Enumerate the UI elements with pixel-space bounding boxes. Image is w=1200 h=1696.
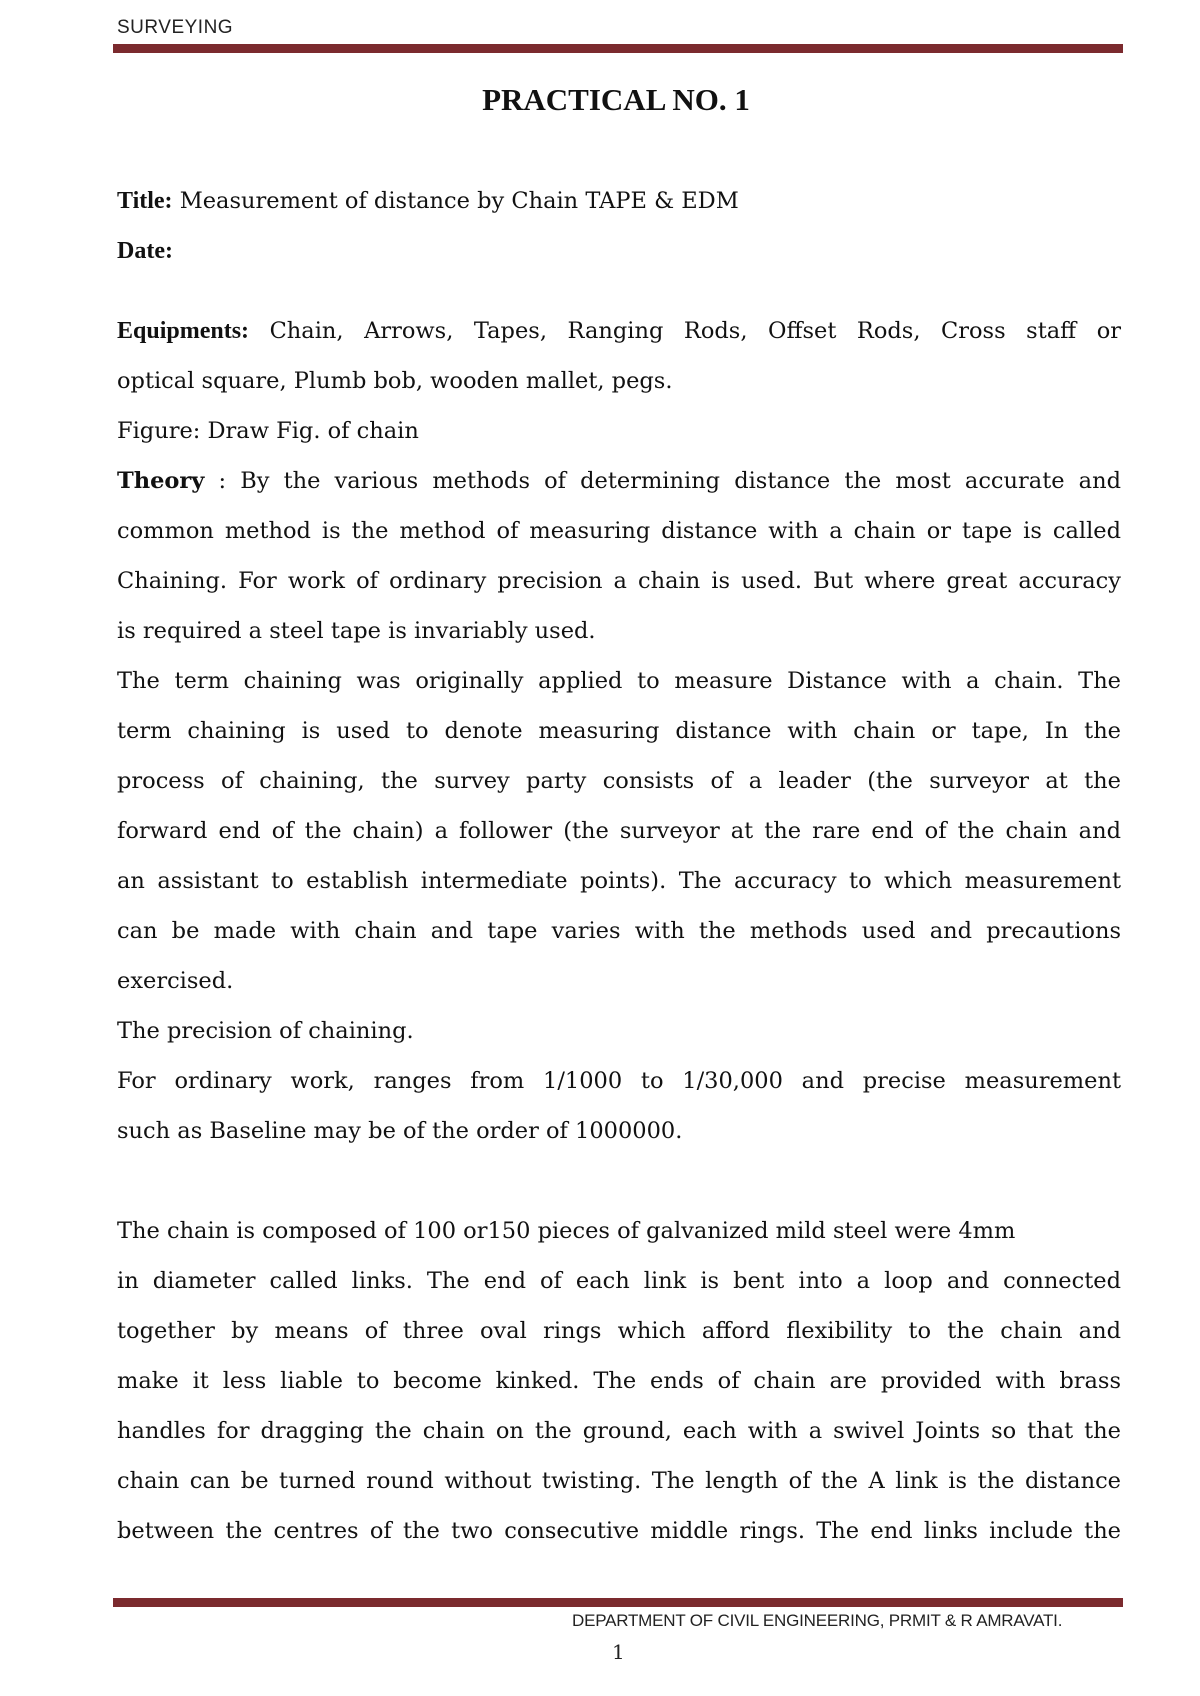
date-label: Date: <box>117 238 173 264</box>
precision-line: such as Baseline may be of the order of 1000000. <box>117 1118 683 1144</box>
title-value: Measurement of distance by Chain TAPE & EDM <box>172 188 739 214</box>
title-line <box>117 176 1121 226</box>
theory-text: : By the various methods of determining distance the most accurate and <box>204 468 1121 494</box>
chaining-line: can be made with chain and tape varies with the methods used and precautions <box>117 918 1121 944</box>
chain-line: handles for dragging the chain on the ground, each with a swivel Joints so that the <box>117 1418 1121 1444</box>
theory-line <box>117 456 1121 506</box>
theory-line: Chaining. For work of ordinary precision a chain is used. But where great accuracy <box>117 568 1121 594</box>
equipments-text: Chain, Arrows, Tapes, Ranging Rods, Offset Rods, Cross staff or <box>249 318 1121 344</box>
chain-line: together by means of three oval rings which afford flexibility to the chain and <box>117 1318 1121 1344</box>
theory-line: common method is the method of measuring distance with a chain or tape is called <box>117 518 1121 544</box>
equipments-line: optical square, Plumb bob, wooden mallet, pegs. <box>117 368 673 394</box>
theory-label: Theory <box>117 468 205 494</box>
chaining-line: term chaining is used to denote measuring distance with chain or tape, In the <box>117 718 1121 744</box>
chaining-line: an assistant to establish intermediate points). The accuracy to which measurement <box>117 868 1121 894</box>
spacer <box>117 1156 1121 1206</box>
chaining-line: The term chaining was originally applied to measure Distance with a chain. The <box>117 668 1121 694</box>
chaining-line: process of chaining, the survey party consists of a leader (the surveyor at the <box>117 768 1121 794</box>
department-footer: DEPARTMENT OF CIVIL ENGINEERING, PRMIT & R AMRAVATI. <box>572 1611 1063 1630</box>
theory-line: is required a steel tape is invariably used. <box>117 618 596 644</box>
spacer <box>117 276 1121 306</box>
chaining-line: exercised. <box>117 968 234 994</box>
header-rule <box>113 44 1123 53</box>
equipments-label: Equipments: <box>117 318 250 344</box>
document-body <box>117 176 1121 1556</box>
figure-note: Figure: Draw Fig. of chain <box>117 418 419 444</box>
chain-line: in diameter called links. The end of each link is bent into a loop and connected <box>117 1268 1121 1294</box>
chain-line: The chain is composed of 100 or150 pieces of galvanized mild steel were 4mm <box>117 1218 1016 1244</box>
precision-line: For ordinary work, ranges from 1/1000 to 1/30,000 and precise measurement <box>117 1068 1121 1094</box>
page-title: PRACTICAL NO. 1 <box>482 82 750 117</box>
chain-line: chain can be turned round without twisting. The length of the A link is the distance <box>117 1468 1121 1494</box>
title-label: Title: <box>117 188 173 214</box>
running-header: SURVEYING <box>117 17 234 38</box>
chaining-line: forward end of the chain) a follower (the surveyor at the rare end of the chain and <box>117 818 1121 844</box>
precision-heading: The precision of chaining. <box>117 1018 414 1044</box>
chain-line: between the centres of the two consecutive middle rings. The end links include the <box>117 1518 1121 1544</box>
date-line <box>117 226 1121 276</box>
equipments-line <box>117 306 1121 356</box>
chain-line: make it less liable to become kinked. The ends of chain are provided with brass <box>117 1368 1121 1394</box>
footer-rule <box>113 1598 1123 1607</box>
page-number: 1 <box>612 1640 625 1664</box>
